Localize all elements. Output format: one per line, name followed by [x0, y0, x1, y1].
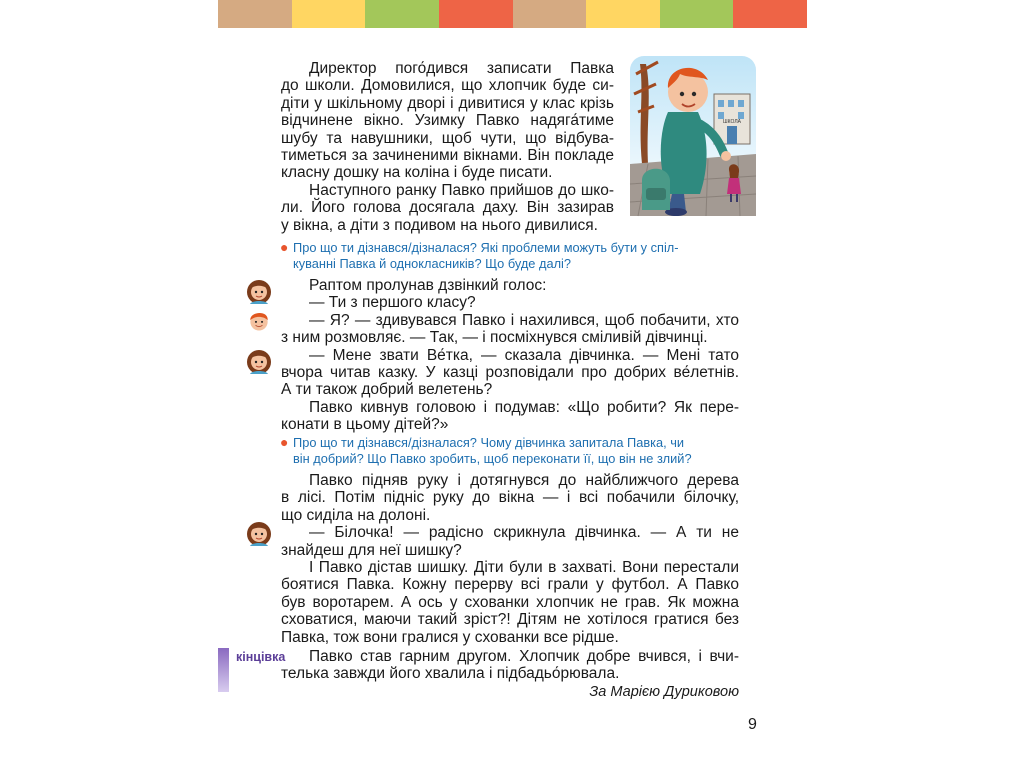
text-line: боятися Павка. Кожну перерву всі грали у футбол. А Павко	[281, 576, 739, 594]
school-sign: ШКОЛА	[723, 119, 741, 125]
stripe-7	[660, 0, 734, 28]
question-line: куванні Павка й однокласників? Що буде далі?	[293, 255, 571, 271]
girl-avatar-icon	[244, 346, 274, 376]
text-line: Наступного ранку Павко прийшов до шко-	[309, 182, 614, 199]
text-block-3	[281, 277, 739, 434]
text-line: телька завжди його хвалила і підбадьо́рювала.	[281, 665, 620, 683]
ending-marker	[218, 648, 229, 692]
text-line: що сиділа на долоні.	[281, 506, 431, 524]
question-2	[280, 434, 751, 466]
header-color-stripe	[218, 0, 807, 28]
stripe-8	[733, 0, 807, 28]
text-line: вчора читав казку. У казці розповідали про добрих ве́летнів.	[281, 364, 739, 382]
text-line: в лісі. Потім підніс руку до вікна — і всі побачили білочку,	[281, 489, 739, 507]
text-line: А ти також добрий велетень?	[281, 381, 493, 399]
text-block-1	[281, 60, 614, 182]
text-line: був воротарем. А ось у схованки хлопчик не грав. Як можна	[281, 593, 739, 611]
text-line: — Мене звати Ве́тка, — сказала дівчинка. — Мені тато	[309, 346, 739, 364]
question-1	[280, 239, 751, 271]
girl-avatar-icon	[244, 276, 274, 306]
text-line: конати в цьому дітей?»	[281, 416, 449, 434]
text-line: діти у шкільному дворі і дивитися у клас крізь	[281, 94, 614, 112]
text-line: у вікна, а діти з подивом на нього дивилися.	[281, 216, 598, 234]
text-block-4	[281, 472, 739, 646]
text-line: Директор пого́дився записати Павка	[309, 60, 614, 77]
text-line: відчинене вікно. Узимку Павко надяга́тиме	[281, 112, 614, 130]
text-line: І Павко дістав шишку. Діти були в захваті. Вони перестали	[309, 559, 739, 577]
text-line: ли. Його голова досягала даху. Він зазирав	[281, 199, 614, 217]
text-line: Павко став гарним другом. Хлопчик добре вчився, і вчи-	[309, 648, 739, 665]
author-attribution: За Марією Дуриковою	[589, 684, 739, 700]
boy-giant-illustration	[628, 54, 758, 219]
boy-avatar-icon	[246, 308, 272, 334]
stripe-4	[439, 0, 513, 28]
text-block-5	[281, 648, 739, 683]
text-line: до школи. Домовилися, що хлопчик буде си-	[281, 77, 614, 95]
bullet-icon: ●	[280, 434, 289, 450]
stripe-5	[513, 0, 587, 28]
question-line: Про що ти дізнався/дізналася? Чому дівчинка запитала Павка, чи	[293, 435, 685, 450]
stripe-1	[218, 0, 292, 28]
ending-label: кінцівка	[236, 650, 286, 664]
text-line: класну дошку на коліна і буде писати.	[281, 164, 553, 182]
question-line: Про що ти дізнався/дізналася? Які проблеми можуть бути у спіл-	[293, 240, 679, 255]
text-line: знайдеш для неї шишку?	[281, 541, 462, 559]
stripe-3	[365, 0, 439, 28]
text-line: Павка, тож вони гралися у схованки все рідше.	[281, 628, 619, 646]
text-block-2	[281, 182, 614, 234]
text-line: Павко підняв руку і дотягнувся до найближчого дерева	[309, 472, 739, 489]
stripe-2	[292, 0, 366, 28]
text-line: з ним розмовляє. — Так, — і посміхнувся сміливій дівчинці.	[281, 329, 708, 347]
text-line: шубу та навушники, щоб чути, що відбува-	[281, 129, 614, 147]
page-number: 9	[748, 716, 757, 733]
text-line: Раптом пролунав дзвінкий голос:	[309, 277, 547, 294]
stripe-6	[586, 0, 660, 28]
bullet-icon: ●	[280, 239, 289, 255]
text-line: — Я? — здивувався Павко і нахилився, щоб побачити, хто	[309, 311, 739, 329]
girl-avatar-icon	[244, 518, 274, 548]
text-line: сховатися, маючи такий зріст?! Дітям не хотілося гратися без	[281, 611, 739, 629]
question-line: він добрий? Що Павко зробить, щоб переконати її, що він не злий?	[293, 450, 692, 466]
text-line: — Білочка! — радісно скрикнула дівчинка. — А ти не	[309, 524, 739, 542]
text-line: тиметься за зачиненими вікнами. Він покладе	[281, 147, 614, 165]
text-line: Павко кивнув головою і подумав: «Що робити? Як пере-	[309, 398, 739, 416]
text-line: — Ти з першого класу?	[309, 294, 476, 312]
